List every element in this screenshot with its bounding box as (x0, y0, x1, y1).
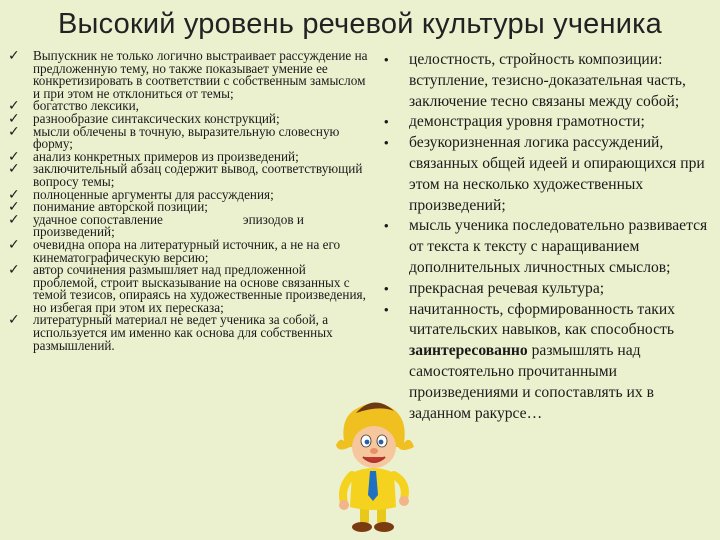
list-item (372, 216, 712, 278)
list-item-text: мысли облечены в точную, выразительную словесную форму; (33, 123, 340, 152)
cartoon-boy-illustration (330, 395, 420, 535)
checkmark-icon: ✓ (8, 161, 20, 178)
list-item-text: литературный материал не ведет ученика за собой, а используется им именно как основа для собственных размышлений. (33, 312, 333, 353)
list-item-text: автор сочинения размышляет над предложенной проблемой, строит высказывание на основе связанных с темой тезисов, опираясь на художественные произведения, но избегая при этом их пересказа; (33, 262, 366, 315)
checkmark-icon: ✓ (8, 110, 20, 127)
list-item-text: разнообразие синтаксических конструкций; (33, 110, 280, 126)
list-item (372, 279, 712, 300)
list-item-text-end: размышлять над самостоятельно прочитанными произведениями и сопоставлять их в заданном ракурсе… (409, 342, 654, 422)
bullet-icon: • (384, 135, 389, 151)
list-item-text: целостность, стройность композиции: вступление, тезисно-доказательная часть, заключение тесно связаны между собой; (409, 51, 686, 110)
checkmark-icon: ✓ (8, 211, 20, 228)
list-item-text: Выпускник не только логично выстраивает рассуждение на предложенную тему, но также показывает умение ее конкретизировать в соответствии с собственным замыслом и при этом не отклониться от темы; (33, 48, 368, 101)
list-item (8, 163, 368, 188)
list-item-text: анализ конкретных примеров из произведений; (33, 148, 299, 164)
page-title: Высокий уровень речевой культуры ученика (58, 8, 662, 40)
list-item-text: демонстрация уровня грамотности; (409, 113, 645, 131)
checkmark-icon: ✓ (8, 148, 20, 165)
checkmark-icon: ✓ (8, 98, 20, 115)
list-item-text: мысль ученика последовательно развивается от текста к тексту с наращиванием дополнительных личностных смыслов; (409, 217, 708, 276)
checkmark-icon: ✓ (8, 312, 20, 329)
list-item-text: понимание авторской позиции; (33, 199, 208, 215)
bullet-icon: • (384, 52, 389, 67)
list-item (8, 314, 368, 352)
list-item (8, 50, 368, 100)
list-item-text: очевидна опора на литературный источник, а не на его кинематографическую версию; (33, 236, 341, 265)
checkmark-icon: ✓ (8, 199, 20, 216)
right-criteria-list (372, 50, 712, 424)
bullet-icon: • (384, 218, 389, 234)
list-item-text: богатство лексики, (33, 98, 139, 114)
list-item (372, 112, 712, 133)
list-item-text-end: эпизодов и произведений; (33, 211, 304, 240)
list-item-text: безукоризненная логика рассуждений, связанных общей идеей и опирающихся при этом на несколько художественных произведений; (409, 134, 705, 214)
checkmark-icon: ✓ (8, 236, 20, 253)
checkmark-icon: ✓ (8, 186, 20, 203)
list-item (372, 300, 712, 425)
emphasized-word: заинтересованно (409, 342, 528, 360)
list-item-text: прекрасная речевая культура; (409, 279, 605, 297)
checkmark-icon: ✓ (8, 123, 20, 140)
bullet-icon: • (384, 301, 389, 317)
list-item-text: заключительный абзац содержит вывод, соответствующий вопросу темы; (33, 161, 363, 189)
checkmark-icon: ✓ (8, 48, 20, 64)
bullet-icon: • (384, 280, 389, 296)
list-item-text: полноценные аргументы для рассуждения; (33, 186, 274, 202)
left-criteria-list (8, 50, 368, 352)
list-item (372, 50, 712, 112)
bullet-icon: • (384, 114, 389, 130)
list-item-text-start: начитанность, сформированность таких читательских навыков, как способность (409, 300, 675, 339)
list-item (8, 211, 368, 240)
list-item (8, 123, 368, 152)
list-item-text-start: удачное сопоставление (33, 211, 163, 227)
checkmark-icon: ✓ (8, 262, 20, 279)
list-item (372, 133, 712, 216)
list-item (8, 264, 368, 314)
list-item (8, 236, 368, 265)
